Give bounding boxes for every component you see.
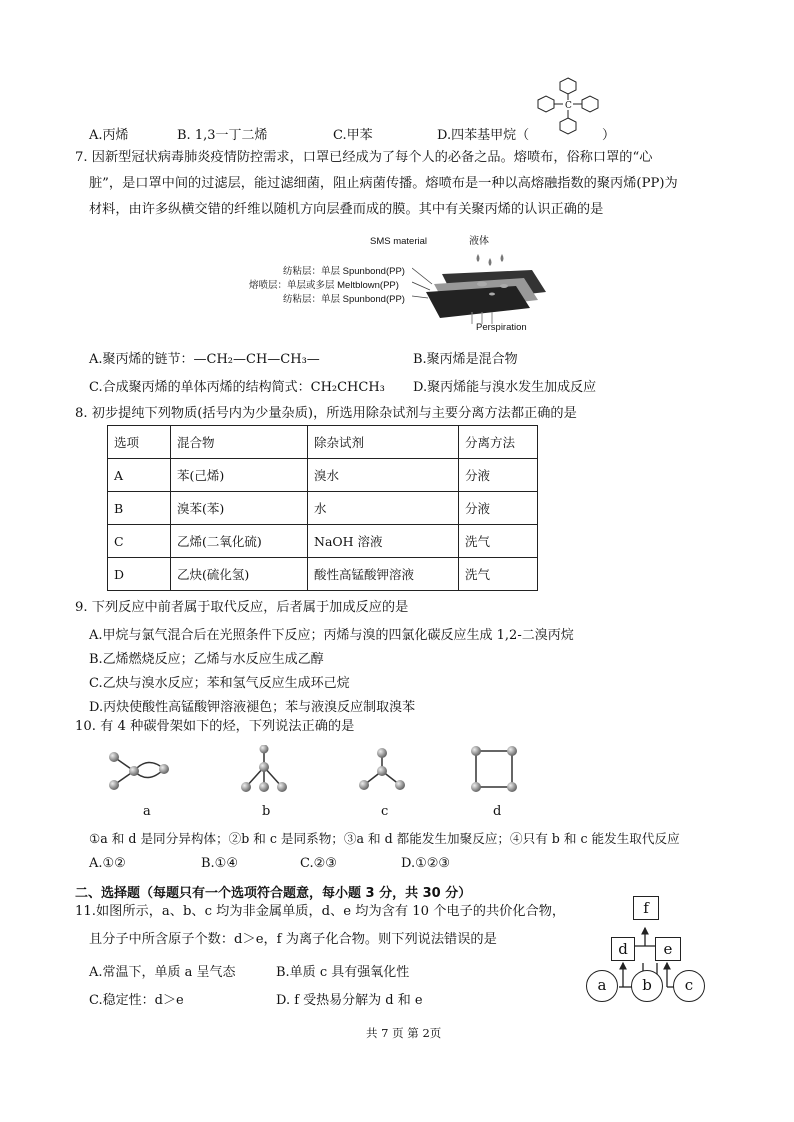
liquid-label: 液体 bbox=[469, 236, 489, 247]
q6-option-b: B. 1,3一丁二烯 bbox=[177, 128, 268, 143]
q11-stem-line2: 且分子中所含原子个数：d＞e，f 为离子化合物。则下列说法错误的是 bbox=[89, 932, 497, 947]
table-cell: 洗气 bbox=[459, 525, 538, 558]
table-cell: NaOH 溶液 bbox=[308, 525, 459, 558]
spunbond-top-label: 纺粘层：单层 Spunbond(PP) bbox=[283, 266, 405, 277]
q6-option-d: D.四苯基甲烷（ bbox=[437, 128, 530, 143]
q11-option-b: B.单质 c 具有强氧化性 bbox=[276, 965, 410, 980]
table-cell: 分液 bbox=[459, 492, 538, 525]
table-cell: 乙烯(二氧化硫) bbox=[171, 525, 308, 558]
q7-option-c: C.合成聚丙烯的单体丙烯的结构简式：CH₂CHCH₃ bbox=[89, 380, 385, 395]
table-cell: C bbox=[108, 525, 171, 558]
node-a: a bbox=[586, 970, 618, 1002]
sms-layer-illustration bbox=[412, 244, 552, 324]
table-header-cell: 混合物 bbox=[171, 426, 308, 459]
table-cell: 溴苯(苯) bbox=[171, 492, 308, 525]
q7-option-b: B.聚丙烯是混合物 bbox=[413, 352, 518, 367]
q11-option-a: A.常温下，单质 a 呈气态 bbox=[89, 965, 236, 980]
q9-option-c: C.乙炔与溴水反应；苯和氢气反应生成环己烷 bbox=[89, 676, 350, 691]
table-cell: A bbox=[108, 459, 171, 492]
node-b: b bbox=[631, 970, 663, 1002]
meltblown-label: 熔喷层：单层或多层 Meltblown(PP) bbox=[249, 280, 399, 291]
q7-stem-line3: 材料，由许多纵横交错的纤维以随机方向层叠而成的膜。其中有关聚丙烯的认识正确的是 bbox=[89, 202, 604, 217]
table-cell: 乙炔(硫化氢) bbox=[171, 558, 308, 591]
table-row bbox=[108, 459, 538, 492]
table-cell: 水 bbox=[308, 492, 459, 525]
table-row bbox=[108, 492, 538, 525]
spunbond-bottom-label: 纺粘层：单层 Spunbond(PP) bbox=[283, 294, 405, 305]
skeleton-label-c: c bbox=[381, 804, 389, 819]
q10-option-b: B.①④ bbox=[201, 856, 238, 871]
table-header-cell: 分离方法 bbox=[459, 426, 538, 459]
q9-option-b: B.乙烯燃烧反应；乙烯与水反应生成乙醇 bbox=[89, 652, 324, 667]
table-cell: 分液 bbox=[459, 459, 538, 492]
q7-stem-line1: 7. 因新型冠状病毒肺炎疫情防控需求，口罩已经成为了每个人的必备之品。熔喷布，俗称口罩的“心 bbox=[75, 150, 653, 165]
table-cell: 苯(己烯) bbox=[171, 459, 308, 492]
table-cell: 洗气 bbox=[459, 558, 538, 591]
q10-option-c: C.②③ bbox=[300, 856, 337, 871]
q7-option-a: A.聚丙烯的链节：—CH₂—CH—CH₃— bbox=[89, 352, 320, 367]
node-e: e bbox=[655, 937, 681, 961]
table-header-row bbox=[108, 426, 538, 459]
skeleton-label-a: a bbox=[143, 804, 151, 819]
perspiration-label: Perspiration bbox=[476, 322, 527, 333]
tetraphenylmethane-structure bbox=[530, 76, 606, 138]
node-c: c bbox=[673, 970, 705, 1002]
q8-stem: 8. 初步提纯下列物质(括号内为少量杂质)，所选用除杂试剂与主要分离方法都正确的是 bbox=[75, 406, 577, 421]
q10-stem: 10. 有 4 种碳骨架如下的烃，下列说法正确的是 bbox=[75, 719, 355, 734]
carbon-skeletons bbox=[100, 745, 540, 805]
q9-stem: 9. 下列反应中前者属于取代反应，后者属于加成反应的是 bbox=[75, 600, 409, 615]
q11-stem-line1: 11.如图所示，a、b、c 均为非金属单质，d、e 均为含有 10 个电子的共价化合物， bbox=[75, 904, 566, 919]
table-cell: D bbox=[108, 558, 171, 591]
node-d: d bbox=[611, 937, 635, 961]
table-cell: 酸性高锰酸钾溶液 bbox=[308, 558, 459, 591]
q6-option-d-close: ） bbox=[602, 128, 616, 143]
section-heading: 二、选择题（每题只有一个选项符合题意，每小题 3 分，共 30 分） bbox=[75, 886, 472, 901]
q7-option-d: D.聚丙烯能与溴水发生加成反应 bbox=[413, 380, 597, 395]
q10-statements: ①a 和 d 是同分异构体；②b 和 c 是同系物；③a 和 d 都能发生加聚反应；④只有 b 和 c 能发生取代反应 bbox=[89, 831, 680, 846]
node-f: f bbox=[633, 896, 659, 920]
q11-option-c: C.稳定性：d＞e bbox=[89, 993, 184, 1008]
q6-option-c: C.甲苯 bbox=[333, 128, 373, 143]
table-row bbox=[108, 558, 538, 591]
q8-table bbox=[107, 425, 538, 591]
table-cell: B bbox=[108, 492, 171, 525]
page-footer: 共 7 页 第 2页 bbox=[366, 1026, 442, 1040]
q6-option-a: A.丙烯 bbox=[89, 128, 129, 143]
table-cell: 溴水 bbox=[308, 459, 459, 492]
q9-option-a: A.甲烷与氯气混合后在光照条件下反应；丙烯与溴的四氯化碳反应生成 1,2-二溴丙烷 bbox=[89, 628, 574, 643]
skeleton-label-b: b bbox=[262, 804, 271, 819]
q9-option-d: D.丙炔使酸性高锰酸钾溶液褪色；苯与液溴反应制取溴苯 bbox=[89, 700, 416, 715]
table-row bbox=[108, 525, 538, 558]
sms-material-label: SMS material bbox=[370, 236, 428, 247]
center-carbon-label: C bbox=[565, 101, 572, 111]
q7-stem-line2: 脏”，是口罩中间的过滤层，能过滤细菌，阻止病菌传播。熔喷布是一种以高熔融指数的聚丙烯(PP)为 bbox=[89, 176, 678, 191]
table-header-cell: 除杂试剂 bbox=[308, 426, 459, 459]
q11-option-d: D. f 受热易分解为 d 和 e bbox=[276, 993, 423, 1008]
table-header-cell: 选项 bbox=[108, 426, 171, 459]
skeleton-label-d: d bbox=[493, 804, 502, 819]
q10-option-a: A.①② bbox=[89, 856, 126, 871]
q10-option-d: D.①②③ bbox=[401, 856, 451, 871]
